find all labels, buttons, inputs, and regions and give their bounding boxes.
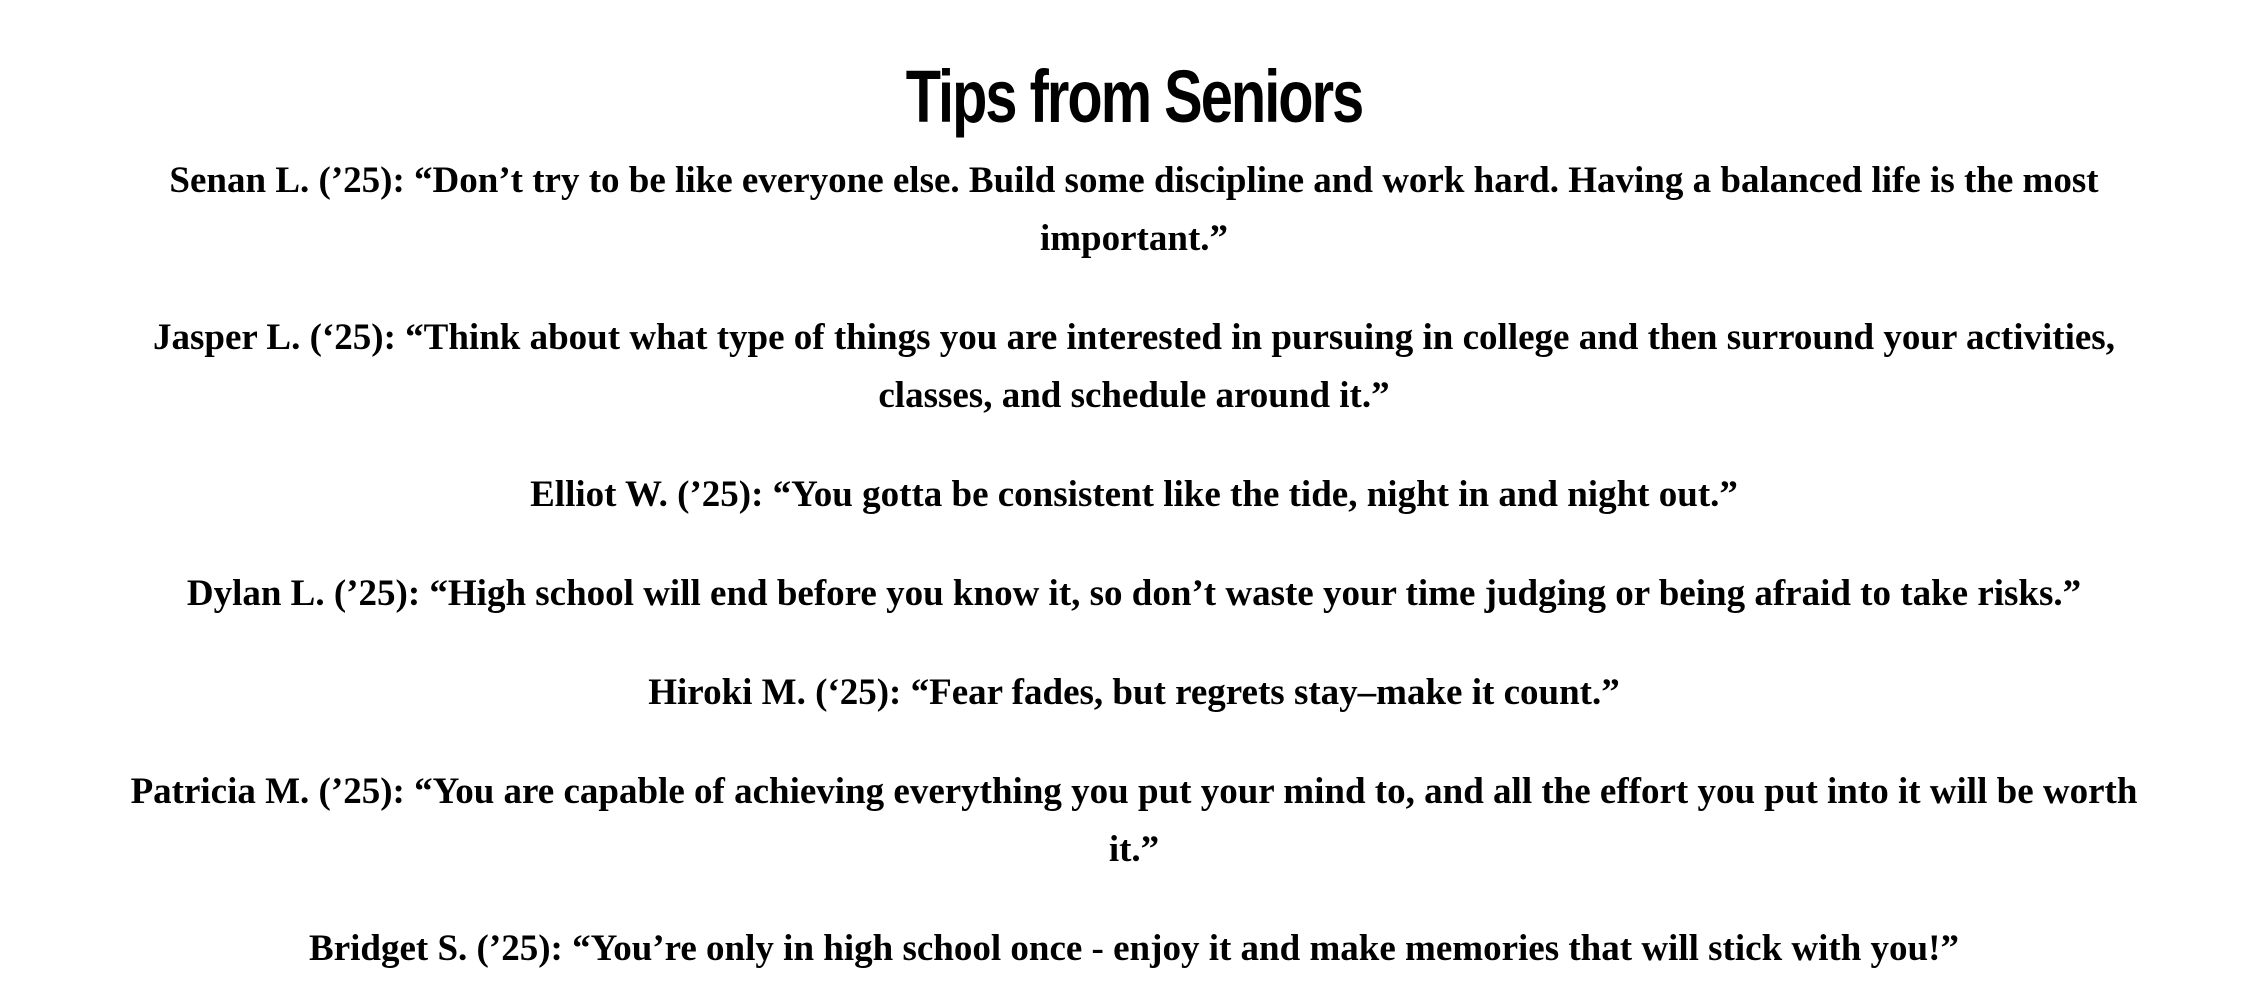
tips-list xyxy=(0,152,2268,978)
tip-quote: “High school will end before you know it, so don’t waste your time judging or being afraid to take risks.” xyxy=(429,573,2082,614)
tip-author: Hiroki M. (‘25): xyxy=(648,672,902,713)
tip-author: Dylan L. (’25): xyxy=(186,573,421,614)
tip-quote: “You are capable of achieving everything you put your mind to, and all the effort you put into it will be worth it.” xyxy=(414,771,2138,870)
tip-quote: “Think about what type of things you are interested in pursuing in college and then surround your activities, classes, and schedule around it.” xyxy=(405,317,2115,416)
tip-quote: “Fear fades, but regrets stay–make it count.” xyxy=(910,672,1620,713)
tip-quote: “You gotta be consistent like the tide, night in and night out.” xyxy=(772,474,1738,515)
tip-item xyxy=(109,565,2159,623)
tip-author: Jasper L. (‘25): xyxy=(153,317,396,358)
tip-item xyxy=(114,763,2154,879)
page-title: Tips from Seniors xyxy=(905,55,1363,138)
tip-author: Patricia M. (’25): xyxy=(130,771,405,812)
tip-item xyxy=(134,664,2134,722)
tip-quote: “You’re only in high school once - enjoy it and make memories that will stick with you!” xyxy=(572,928,1959,969)
tip-author: Bridget S. (’25): xyxy=(309,928,563,969)
tip-item xyxy=(139,309,2129,425)
tip-item xyxy=(114,920,2154,978)
tip-author: Senan L. (’25): xyxy=(169,160,405,201)
tip-item xyxy=(134,466,2134,524)
tip-item xyxy=(164,152,2104,268)
tip-author: Elliot W. (’25): xyxy=(530,474,764,515)
tip-quote: “Don’t try to be like everyone else. Build some discipline and work hard. Having a balanced life is the most important.” xyxy=(414,160,2099,259)
